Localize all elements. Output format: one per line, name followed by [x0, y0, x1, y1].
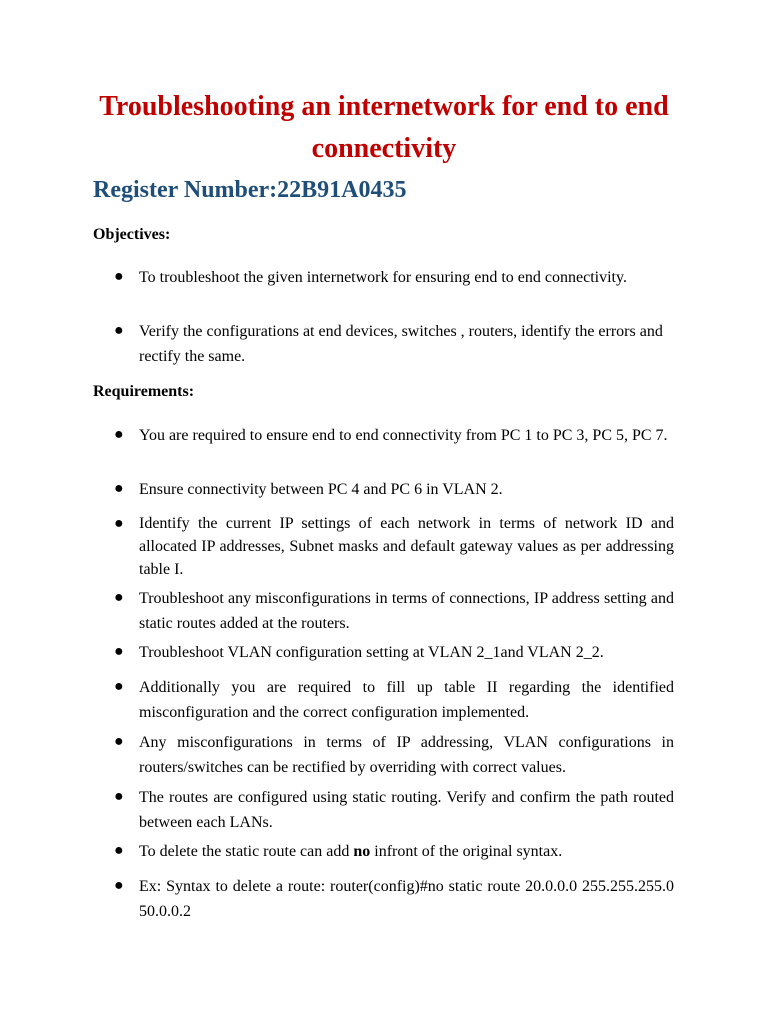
- requirements-heading: Requirements:: [93, 383, 195, 400]
- objectives-heading: Objectives:: [93, 226, 171, 243]
- bullet-icon: ●: [114, 426, 124, 443]
- delete-prefix: To delete the static route can add: [139, 843, 354, 860]
- requirement-text: Additionally you are required to fill up table II regarding the identified misconfiguration and the correct configuration implemented.: [139, 679, 674, 721]
- requirement-text: Ensure connectivity between PC 4 and PC 6 in VLAN 2.: [139, 481, 503, 498]
- bullet-icon: ●: [114, 877, 124, 894]
- requirement-text: Troubleshoot VLAN configuration setting at VLAN 2_1and VLAN 2_2.: [139, 644, 604, 661]
- register-number: Register Number:22B91A0435: [93, 177, 407, 203]
- page-title: Troubleshooting an internetwork for end to end connectivity: [99, 91, 669, 164]
- requirement-text: [139, 839, 674, 864]
- bullet-icon: ●: [114, 643, 124, 660]
- bullet-icon: ●: [114, 322, 124, 339]
- bullet-icon: ●: [114, 268, 124, 285]
- requirement-text: Ex: Syntax to delete a route: router(config)#no static route 20.0.0.0 255.255.255.0 50.0.0.2: [139, 878, 674, 920]
- requirement-text: Identify the current IP settings of each network in terms of network ID and allocated IP addresses, Subnet masks and default gateway values as per addressing table I.: [139, 515, 674, 578]
- objective-text: Verify the configurations at end devices, switches , routers, identify the errors and rectify the same.: [139, 323, 663, 365]
- bullet-icon: ●: [114, 589, 124, 606]
- bullet-icon: ●: [114, 842, 124, 859]
- requirement-text: Any misconfigurations in terms of IP addressing, VLAN configurations in routers/switches can be rectified by overriding with correct values.: [139, 734, 674, 776]
- bullet-icon: ●: [114, 788, 124, 805]
- bullet-icon: ●: [114, 515, 124, 532]
- requirement-text: The routes are configured using static routing. Verify and confirm the path routed between each LANs.: [139, 789, 674, 831]
- objective-text: To troubleshoot the given internetwork for ensuring end to end connectivity.: [139, 269, 627, 286]
- bullet-icon: ●: [114, 733, 124, 750]
- requirement-text: Troubleshoot any misconfigurations in terms of connections, IP address setting and static routes added at the routers.: [139, 590, 674, 632]
- requirement-text: You are required to ensure end to end connectivity from PC 1 to PC 3, PC 5, PC 7.: [139, 427, 668, 444]
- no-keyword: no: [353, 843, 371, 860]
- delete-suffix: infront of the original syntax.: [370, 843, 563, 860]
- bullet-icon: ●: [114, 678, 124, 695]
- bullet-icon: ●: [114, 480, 124, 497]
